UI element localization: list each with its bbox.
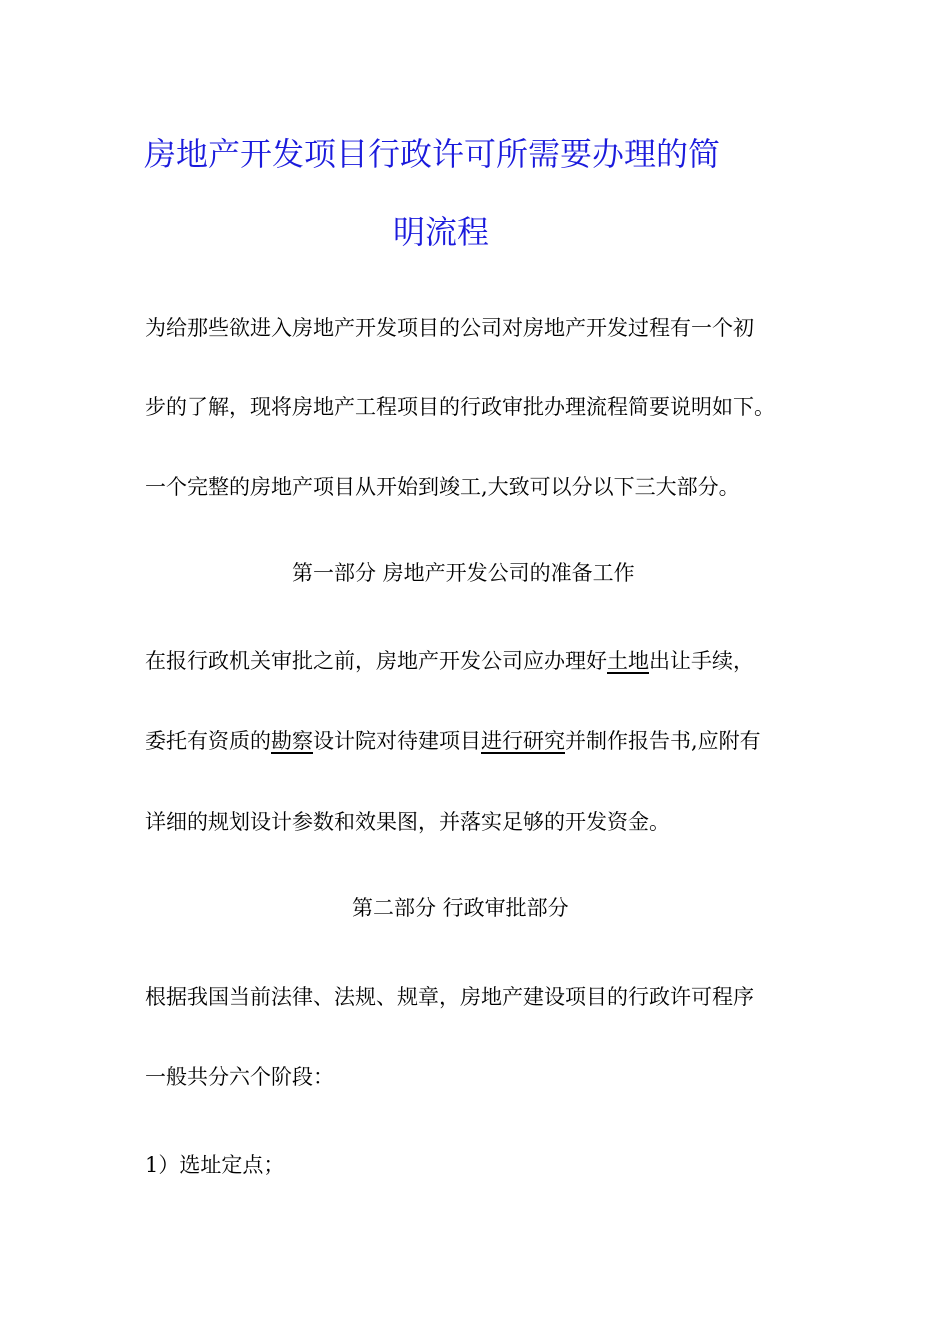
- part2-paragraph-line-2: 一般共分六个阶段：: [145, 1065, 334, 1089]
- survey-link[interactable]: 勘察: [271, 729, 313, 753]
- part1-line2-text-b: 设计院对待建项目: [313, 729, 481, 753]
- part1-heading: 第一部分 房地产开发公司的准备工作: [292, 561, 635, 585]
- intro-line-2: 步的了解，现将房地产工程项目的行政审批办理流程简要说明如下。: [145, 395, 775, 419]
- part1-paragraph-line-1: [145, 647, 754, 675]
- intro-line-1: 为给那些欲进入房地产开发项目的公司对房地产开发过程有一个初: [145, 316, 754, 340]
- part1-line2-text-c: 并制作报告书,应附有: [565, 729, 761, 753]
- document-title-line-2: 明流程: [393, 213, 490, 251]
- part2-paragraph-line-1: 根据我国当前法律、法规、规章，房地产建设项目的行政许可程序: [145, 985, 754, 1009]
- land-link[interactable]: 土地: [607, 649, 649, 673]
- stage-list-item-1: 1）选址定点；: [145, 1153, 285, 1177]
- part1-line1-text-a: 在报行政机关审批之前，房地产开发公司应办理好: [145, 649, 607, 673]
- part1-line1-text-b: 出让手续，: [649, 649, 754, 673]
- part1-paragraph-line-2: [145, 727, 761, 755]
- part1-paragraph-line-3: 详细的规划设计参数和效果图，并落实足够的开发资金。: [145, 810, 670, 834]
- research-link[interactable]: 进行研究: [481, 729, 565, 753]
- intro-line-3: 一个完整的房地产项目从开始到竣工,大致可以分以下三大部分。: [145, 475, 740, 499]
- part1-line2-text-a: 委托有资质的: [145, 729, 271, 753]
- part2-heading: 第二部分 行政审批部分: [352, 896, 569, 920]
- document-title-line-1: 房地产开发项目行政许可所需要办理的简: [144, 135, 721, 173]
